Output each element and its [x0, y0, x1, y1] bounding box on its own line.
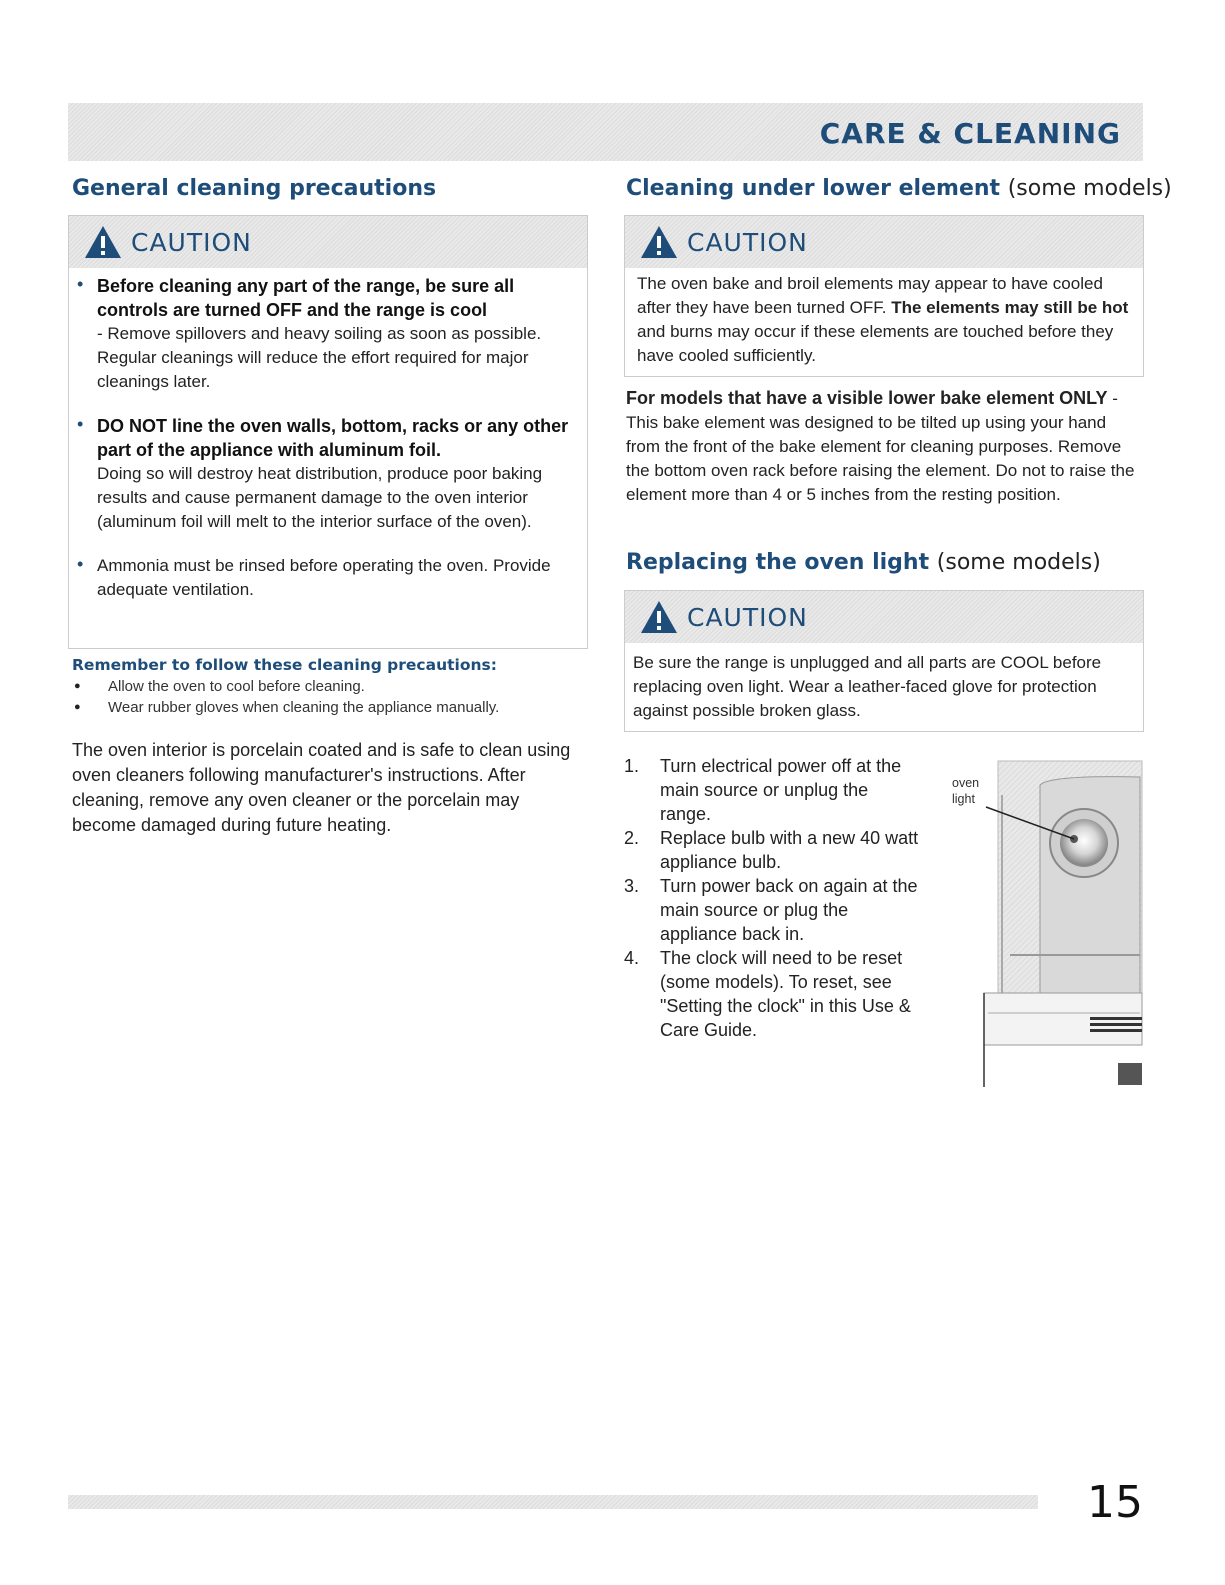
caution-item: [69, 554, 575, 602]
section-banner: [68, 103, 1143, 161]
caution-item-text: • Ammonia must be rinsed before operating the oven. Provide adequate ventilation.: [97, 556, 551, 599]
caution-item: [69, 414, 575, 534]
warning-triangle-icon: [639, 224, 679, 260]
porcelain-paragraph: The oven interior is porcelain coated and is safe to clean using oven cleaners following manufacturer's instructions. After cleaning, remove any oven cleaner or the porcelain may become damaged during future heating.: [72, 740, 571, 835]
oven-light-heading: Replacing the oven light (some models): [626, 550, 1101, 575]
warning-triangle-icon: [83, 224, 123, 260]
general-cleaning-heading: General cleaning precautions: [72, 176, 437, 201]
caution-label: CAUTION: [687, 602, 808, 632]
general-caution-box: [68, 215, 588, 649]
caution-item-text: - Remove spillovers and heavy soiling as soon as possible. Regular cleanings will reduce the effort required for major cleanings later.: [97, 324, 542, 391]
list-item: 2. Replace bulb with a new 40 watt appliance bulb.: [624, 828, 919, 872]
list-item: 4. The clock will need to be reset (some models). To reset, see "Setting the clock" in this Use & Care Guide.: [624, 948, 911, 1040]
oven-light-caution-text: Be sure the range is unplugged and all parts are COOL before replacing oven light. Wear a leather-faced glove for protection against possible broken glass.: [633, 653, 1102, 720]
list-item: 1. Turn electrical power off at the main source or unplug the range.: [624, 756, 902, 824]
caution-item-text: Doing so will destroy heat distribution, produce poor baking results and cause permanent damage to the oven interior (aluminum foil will melt to the interior surface of the oven).: [97, 464, 543, 531]
oven-light-caution-box: [624, 590, 1144, 732]
figure-label: oven light: [952, 776, 980, 806]
list-item: ● Allow the oven to cool before cleaning.: [72, 676, 602, 697]
caution-item-bold: • Before cleaning any part of the range, be sure all controls are turned OFF and the range is cool: [97, 276, 515, 320]
oven-light-figure: [940, 755, 1145, 1090]
lower-element-caution-text: The oven bake and broil elements may appear to have cooled after they have been turned OFF. The elements may still be hot and burns may occur if these elements are touched before they have cooled sufficiently.: [637, 274, 1129, 365]
section-title: CARE & CLEANING: [819, 117, 1121, 150]
remember-heading: Remember to follow these cleaning precautions:: [72, 656, 497, 674]
page-number: 15: [1087, 1477, 1143, 1528]
oven-diagram: [940, 755, 1145, 1090]
lower-element-heading: Cleaning under lower element (some models): [626, 176, 1172, 201]
caution-header: [625, 591, 1143, 643]
caution-label: CAUTION: [687, 227, 808, 257]
caution-list: [69, 274, 587, 602]
caution-header: [69, 216, 587, 268]
caution-item: [69, 274, 575, 394]
caution-item-bold: • DO NOT line the oven walls, bottom, racks or any other part of the appliance with aluminum foil.: [97, 416, 569, 460]
footer-bar: [68, 1495, 1038, 1509]
caution-label: CAUTION: [131, 227, 252, 257]
caution-header: [625, 216, 1143, 268]
remember-section: [72, 656, 602, 718]
list-item: ● Wear rubber gloves when cleaning the appliance manually.: [72, 697, 602, 718]
lower-element-models-text: For models that have a visible lower bake element ONLY - This bake element was designed to be tilted up using your hand from the front of the bake element for cleaning purposes. Remove the bottom oven rack before raising the element. Do not to raise the element more than 4 or 5 inches from the resting position.: [626, 388, 1135, 504]
list-item: 3. Turn power back on again at the main source or plug the appliance back in.: [624, 876, 918, 944]
lower-element-caution-box: [624, 215, 1144, 377]
oven-light-steps: [624, 754, 924, 1042]
remember-list: [72, 676, 602, 718]
warning-triangle-icon: [639, 599, 679, 635]
